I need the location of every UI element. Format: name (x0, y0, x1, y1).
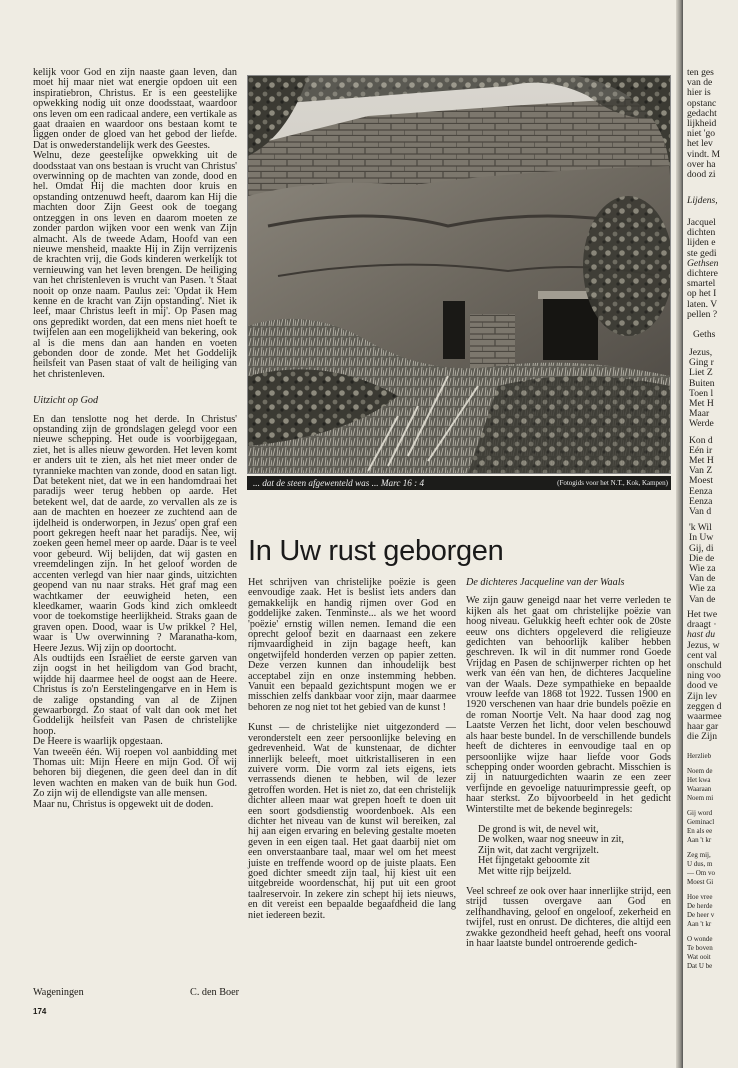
poem-line: De wolken, waar nog sneeuw in zit, (478, 834, 624, 846)
right-line: ste gedi (687, 247, 717, 259)
right-block-1 (687, 68, 738, 180)
right-heading: Lijdens, (687, 195, 718, 206)
article-footer (33, 987, 239, 999)
right-poem-line: In Uw (689, 532, 714, 544)
right-block-3 (687, 610, 738, 743)
right-line: dood zi (687, 169, 716, 181)
photo-caption (247, 476, 671, 490)
right-poem-line: Wie za (689, 583, 716, 595)
col2-paragraph-1: Het schrijven van christelijke poëzie is geen eenvoudige zaak. Het is beslist iets anders dan gemakkelijk en handig rijmen over God en goddelijke zaken. Tenminste... als we het woord 'poëzie' ernstig willen nemen. Iemand die een oprecht geloof bezit en daarnaast een zekere rijmvaardigheid in zijn bagage heeft, kan ongetwijfeld honderden verzen op papier zetten. Deze verzen kunnen dan inhoudelijk best acceptabel zijn en onze instemming hebben. Vanuit een bepaald gezichtspunt mogen we er misschien zelfs dankbaar voor zijn, maar daarmee behoren ze nog niet tot het gebied van de kunst ! (248, 577, 456, 713)
right-line: dichtere (687, 268, 718, 280)
right-poem-line: Jezus, (689, 347, 713, 358)
right-line: Het twe (687, 609, 718, 620)
right-small-poem (687, 752, 738, 971)
col1-paragraph-8: Maar nu, Christus is opgewekt uit de doden. (33, 798, 214, 810)
right-small-line: Het kwa (687, 776, 711, 784)
section-heading-dichteres: De dichteres Jacqueline van der Waals (466, 577, 625, 588)
right-poem-line: Maar (689, 408, 710, 420)
right-small-line: Aan 't kr (687, 836, 712, 844)
right-line: ten ges (687, 67, 714, 78)
right-line: onschuld (687, 660, 722, 672)
right-line: over ha (687, 158, 716, 170)
right-poem-line: Eén ir (689, 444, 713, 456)
right-line: dichten (687, 227, 716, 239)
poem-line: De grond is wit, de nevel wit, (478, 823, 599, 835)
right-small-line: Herzlieb (687, 752, 712, 760)
right-poem-line: Moest (689, 475, 713, 487)
right-line: Gethsen (687, 257, 719, 269)
right-small-line: Te boven (687, 944, 713, 952)
footer-author: C. den Boer (190, 987, 239, 998)
poem-winterstilte (478, 825, 671, 877)
right-line: van de (687, 77, 713, 89)
right-poem-line: Van de (689, 593, 716, 605)
right-small-line: Geminacl (687, 818, 715, 826)
right-small-line: O wonde (687, 935, 713, 943)
column-3 (466, 578, 671, 949)
right-line: hier is (687, 87, 711, 99)
tomb-illustration (248, 76, 670, 473)
col3-paragraph-2: Veel schreef ze ook over haar innerlijke strijd, een strijd tussen overgave aan God en zelfhandhaving, geloof en ongeloof, zekerheid en twijfel, rust en onrust. De dichteres, die altijd een zwakke gezondheid heeft gehad, heeft ons vooral in haar laatste bundel ontroerende gedich- (466, 885, 671, 949)
photo-credit: (Fotogids voor het N.T., Kok, Kampen) (557, 479, 668, 487)
poem-line: Zijn wit, dat zacht vergrijzelt. (478, 844, 599, 856)
right-poem-line: Kon d (689, 434, 713, 446)
right-line: lijkheid (687, 118, 717, 130)
right-line: het lev (687, 138, 713, 150)
right-small-line: Wat ooit (687, 953, 711, 961)
right-poem (689, 348, 738, 605)
right-small-line: U dus, m (687, 860, 713, 868)
col3-paragraph-1: We zijn gauw geneigd naar het verre verleden te kijken als het gaat om christelijke poëzie van hoog niveau. Gelukkig heeft echter ook de 20ste eeuw ons dichters opgeleverd die religieuze gedichten van behoorlijk kaliber hebben geschreven. Ik wil in dit nummer rond Goede Vrijdag en Pasen de schijnwerper richten op het werk van één van hen, de dichteres Jacqueline van der Waals. Deze sympathieke en bepaalde vrouw leefde van 1868 tot 1922. Tussen 1900 en 1920 verschenen van haar drie bundels poëzie en de roman Noortje Velt. Na haar dood zag nog Laatste Verzen het licht, door velen beschouwd als haar beste bundel. In de verschillende bundels heeft de dichteres in eenvoudige taal en op persoonlijke wijze haar liefde voor Gods schepping onder woorden gebracht. Misschien is zij in natuurgedichten waarin ze een zeer verfijnde en gevoelige natuurimpressie geeft, op haar sterkst. Zo bijvoorbeeld in het gedicht Winterstilte met de bekende beginregels: (466, 595, 671, 815)
right-poem-line: Die de (689, 552, 715, 564)
footer-place: Wageningen (33, 987, 84, 998)
caption-text: ... dat de steen afgewenteld was ... Marc 16 : 4 (253, 478, 425, 488)
right-line: cent val (687, 649, 718, 661)
right-poem-line: Gij, di (689, 542, 714, 554)
garden-tomb-photo (247, 75, 671, 474)
right-line: niet 'go (687, 128, 716, 140)
right-line: smartel (687, 278, 716, 290)
right-poem-line: Wie za (689, 563, 716, 575)
right-poem-line: Liet Z (689, 367, 713, 379)
right-line: hast du (687, 629, 715, 641)
right-line: Zijn lev (687, 690, 718, 702)
col1-paragraph-3: En dan tenslotte nog het derde. In Christus' opstanding zijn de grondslagen gelegd voor een nieuwe schepping. Het oude is voorbijgegaan, ziet, het is alles nieuw geworden. Het leven komt er anders uit te zien, als het niet meer onder de tyrannieke machten van zonde, dood en satan ligt. (33, 413, 237, 477)
poem-line: Met witte rijp beijzeld. (478, 865, 572, 877)
right-line: Jezus, w (687, 639, 720, 651)
right-small-line: De herde (687, 902, 713, 910)
col2-paragraph-2: Kunst — de christelijke niet uitgezonderd — veronderstelt een zeer persoonlijke beleving en gedrevenheid. Wat de kunstenaar, de dichter innerlijk beleeft, moet uitkristalliseren in een zuivere vorm. Die vorm zal iets eigens, iets verrassends dienen te hebben, wil de lezer getroffen worden. Het is niet zo, dat een christelijk dichter alleen maar wat grepen hoeft te doen uit een soort godsdienstig woordenboek. Als een dichter het niveau van de kunst wil bereiken, zal hij aan eigen ervaring en beleving gestalte moeten geven in een eigen taal. Het gaat daarbij niet om een onverstaanbare taal, maar wel om het meest juiste en treffende woord op de juiste plaats. Een goed dichter smeedt zijn taal, hij kiest uit een uitgebreide woordenschat, hij put uit een groot taalreservoir. In zekere zin schept hij iets nieuws, en dit vereist een bepaalde begaafdheid die lang niet iedereen bezit. (248, 722, 456, 921)
right-line: draagt · (687, 619, 717, 631)
right-poem-line: Van Z (689, 465, 713, 477)
article-title: In Uw rust geborgen (248, 535, 504, 567)
right-small-line: — Om vo (687, 869, 715, 877)
col1-paragraph-4: Dat betekent niet, dat we in een handomdraai het paradijs weer terug hebben op aarde. Het betekent wel, dat de aarde, zo vervallen als ze is aan de machten en hoezeer ze zuchtend aan de ijdelheid is onderworpen, in Jezus' open graf een poort gekregen heeft naar het paradijs. Nee, wij zoeken geen hemel meer op aarde. Daar is te veel voor gebeurd. Wij belijden, dat wij gasten en vreemdelingen zijn. In het geloof worden de accenten verlegd van hier naar ginds, uitzichten geopend van nu naar straks. Het graf mag een wachtkamer der eeuwigheid heten, een kleedkamer, waarin Gods kind zich omkleedt voor de toekomstige heerlijkheid. Straks gaan de graven open. Dood, waar is Uw prikkel ? Hel, waar is Uw overwinning ? Maranatha-kom, Heere Jezus. Wij zijn op doortocht. (33, 476, 237, 654)
right-poem-line: Werde (689, 418, 714, 430)
right-poem-line: Met H (689, 398, 714, 410)
right-poem-line: Toen l (689, 387, 714, 399)
right-small-line: Gij word (687, 809, 713, 817)
right-poem-line: Van d (689, 506, 712, 518)
right-poem-line: Eenza (689, 485, 713, 497)
right-line: op het I (687, 288, 717, 300)
right-page (683, 0, 738, 1068)
col1-paragraph-5: Als oudtijds een Israëliet de eerste garven van zijn oogst in het heiligdom van God bracht, wijdde hij daarmee heel de oogst aan de Heere. Christus is zo'n Eerstelingengarve en in Hem is de zalige opstanding van al de Zijnen gewaarborgd. Zo staat of valt dan ook met het Goddelijk heilsfeit van Pasen de christelijke hoop. (33, 652, 237, 737)
right-line: haar gar (687, 721, 719, 733)
right-line: dood ve (687, 680, 718, 692)
right-block-2 (687, 218, 738, 320)
right-small-line: Dat U be (687, 962, 713, 970)
poem-line: Het fijngetakt geboomte zit (478, 855, 590, 867)
right-poem-line: Ging r (689, 357, 714, 369)
right-poem-line: 'k Wil (689, 522, 712, 534)
right-poem-line: Buiten (689, 377, 715, 389)
col1-paragraph-7: Van tweeën één. Wij roepen vol aanbidding met Thomas uit: Mijn Heere en mijn God. Of wij behoren bij diegenen, die geen deel dan in dit leven wachten en maken van de buik hun God. Zo zijn wij de ellendigste van alle mensen. (33, 746, 237, 800)
right-small-line: Noem de (687, 767, 713, 775)
right-small-line: Waaraan (687, 785, 712, 793)
column-1 (33, 68, 237, 810)
right-line: zeggen d (687, 700, 722, 712)
right-small-line: De heer v (687, 911, 715, 919)
right-line: lijden e (687, 237, 716, 249)
column-2 (248, 578, 456, 921)
page-number: 174 (33, 1007, 47, 1016)
right-small-line: Moest Gi (687, 878, 714, 886)
right-small-line: Hoe vree (687, 893, 713, 901)
right-poem-line: Met H (689, 455, 714, 467)
right-line: waarmee (687, 711, 722, 723)
right-small-line: Zeg mij, (687, 851, 711, 859)
col1-paragraph-6: De Heere is waarlijk opgestaan. (33, 736, 163, 748)
right-poem-line: Van de (689, 573, 716, 585)
right-small-line: Noem mi (687, 794, 714, 802)
right-line: die Zijn (687, 731, 718, 743)
col1-paragraph-2: Welnu, deze geestelijke opwekking uit de doodsstaat van ons bestaan is vrucht van Christus' overwinning op de machten van zonde, dood en hel. Omdat Hij die machten door kruis en opstanding ontzenuwd heeft, daarom kan Hij die machten door Zijn Geest ook de toegang ontzeggen in ons leven en daarom moeten ze zonder pardon wijken voor een wenk van Zijn almacht. Als de tweede Adam, Hoofd van een nieuwe mensheid, maakte Hij in Zijn verrijzenis de krachten vrij, die Gods kinderen werkelijk tot vernieuwing van het leven brengen. De heiliging van het christenleven is vrucht van Pasen. 't Staat nooit op onze naam. Paulus zei: 'Opdat ik Hem kenne en de kracht van Zijn opstanding'. Niet ik leef, maar Christus leeft in mij'. Op Pasen mag ons gepredikt worden, dat een mens niet hoeft te twijfelen aan een mogelijkheid van bekering, ook al is die mens dan aan handen en voeten gebonden door de zonde. Met het Goddelijk heilsfeit van Pasen staat of valt de heiliging van het christenleven. (33, 150, 237, 380)
right-small-line: En als ee (687, 827, 713, 835)
right-line: pellen ? (687, 308, 718, 320)
right-line: opstanc (687, 97, 717, 109)
col1-paragraph-1: kelijk voor God en zijn naaste gaan leven, dan moet hij maar niet wat energie opdoen uit een inspiratiebron, Christus. Er is een geestelijke opwekking nodig uit onze doodsstaat, waardoor ons leven om een radicaal andere, een vertikale as gaat draaien en waardoor ons bestaan komt te liggen onder de gloed van het gebod der liefde. Dat is onwederstandelijk werk des Geestes. (33, 67, 237, 151)
right-small-line: Aan 't kr (687, 920, 712, 928)
right-line: laten. V (687, 298, 718, 310)
right-line: gedacht (687, 107, 717, 119)
right-line: ning voo (687, 670, 721, 682)
right-line: Jacquel (687, 217, 716, 228)
section-heading-uitzicht: Uitzicht op God (33, 395, 99, 407)
right-line: vindt. M (687, 148, 721, 160)
right-poem-line: Eenza (689, 495, 713, 507)
right-poem-title: Geths (693, 329, 716, 340)
